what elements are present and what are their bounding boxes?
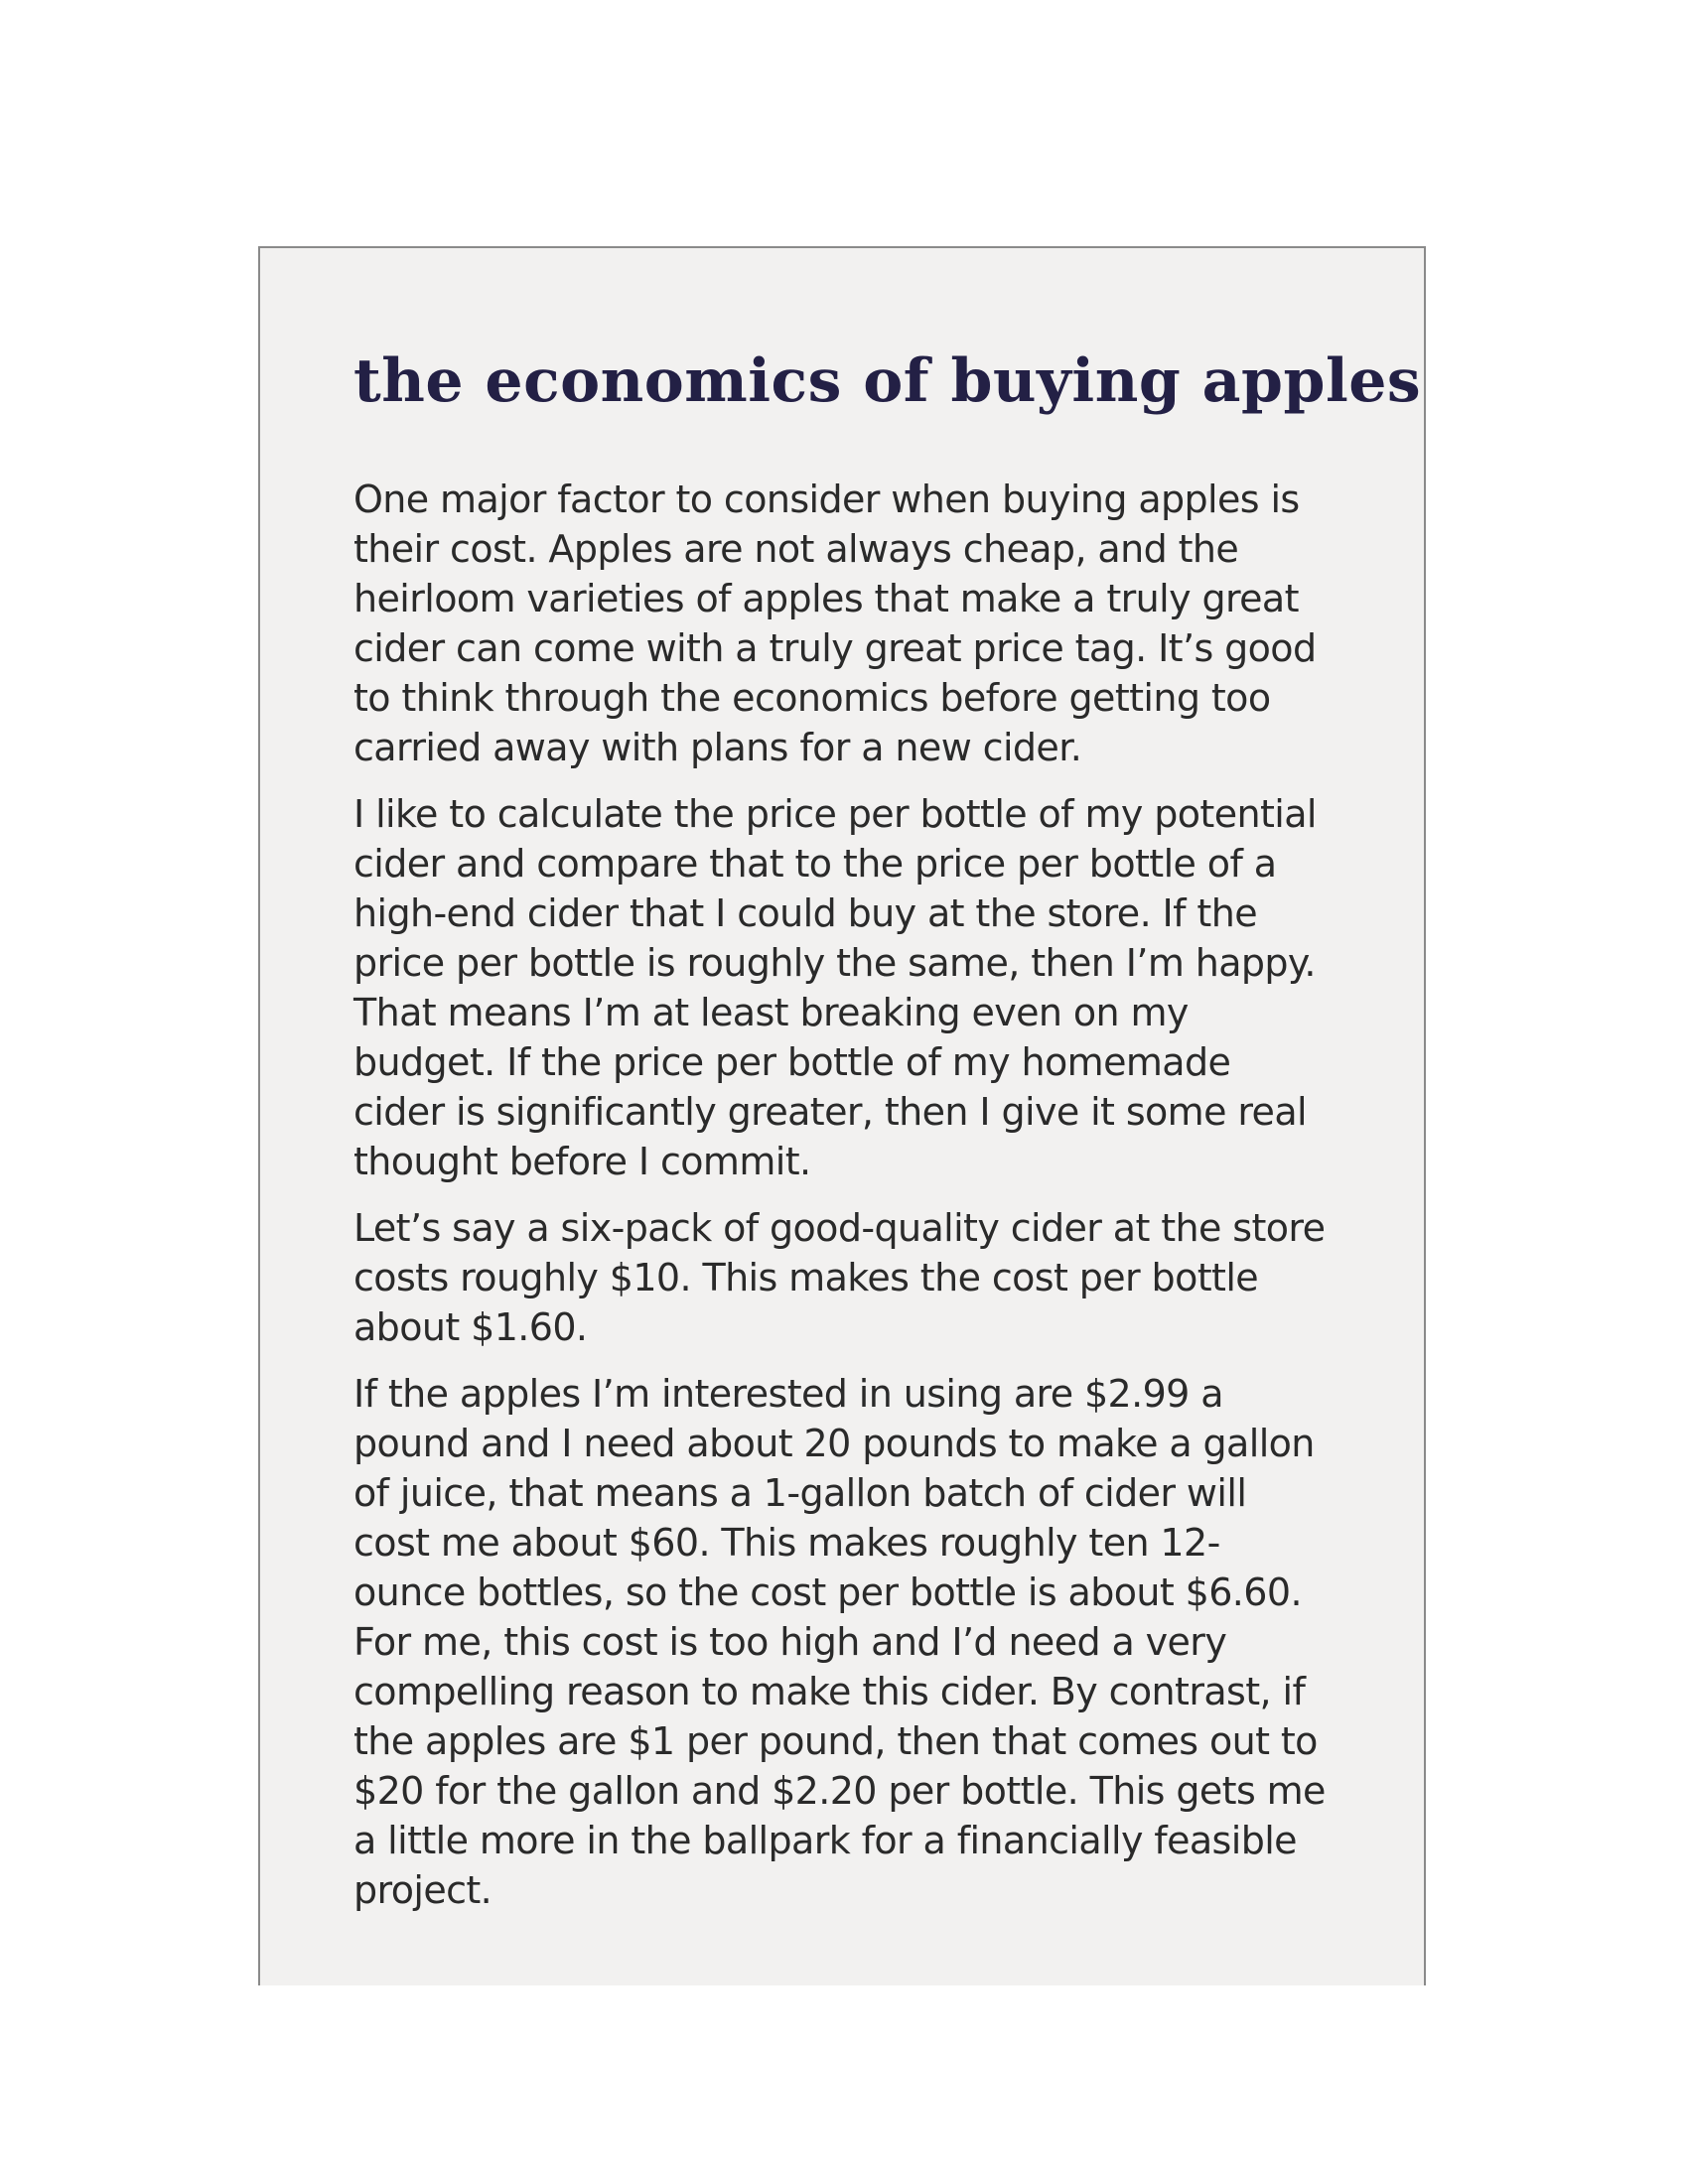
sidebar-paragraph-cost-intro: One major factor to consider when buying apples is their cost. Apples are not always cheap, and the heirloom varieties of apples that make a truly great cider can come with a truly great price tag. It’s good to think through the economics before getting too carried away with plans for a new cider.	[353, 478, 1317, 769]
sidebar-paragraph-apple-cost-example: If the apples I’m interested in using are $2.99 a pound and I need about 20 pounds to make a gallon of juice, that means a 1-gallon batch of cider will cost me about $60. This makes roughly ten 12-ounce bottles, so the cost per bottle is about $6.60. For me, this cost is too high and I’d need a very compelling reason to make this cider. By contrast, if the apples are $1 per pound, then that comes out to $20 for the gallon and $2.20 per bottle. This gets me a little more in the ballpark for a financially feasible project.	[353, 1372, 1326, 1912]
economics-sidebar-box	[258, 246, 1426, 1985]
sidebar-paragraph-six-pack-example: Let’s say a six-pack of good-quality cider at the store costs roughly $10. This makes the cost per bottle about $1.60.	[353, 1206, 1326, 1349]
sidebar-title: the economics of buying apples	[353, 346, 1422, 416]
sidebar-paragraph-price-per-bottle: I like to calculate the price per bottle of my potential cider and compare that to the price per bottle of a high-end cider that I could buy at the store. If the price per bottle is roughly the same, then I’m happy. That means I’m at least breaking even on my budget. If the price per bottle of my homemade cider is significantly greater, then I give it some real thought before I commit.	[353, 792, 1317, 1183]
